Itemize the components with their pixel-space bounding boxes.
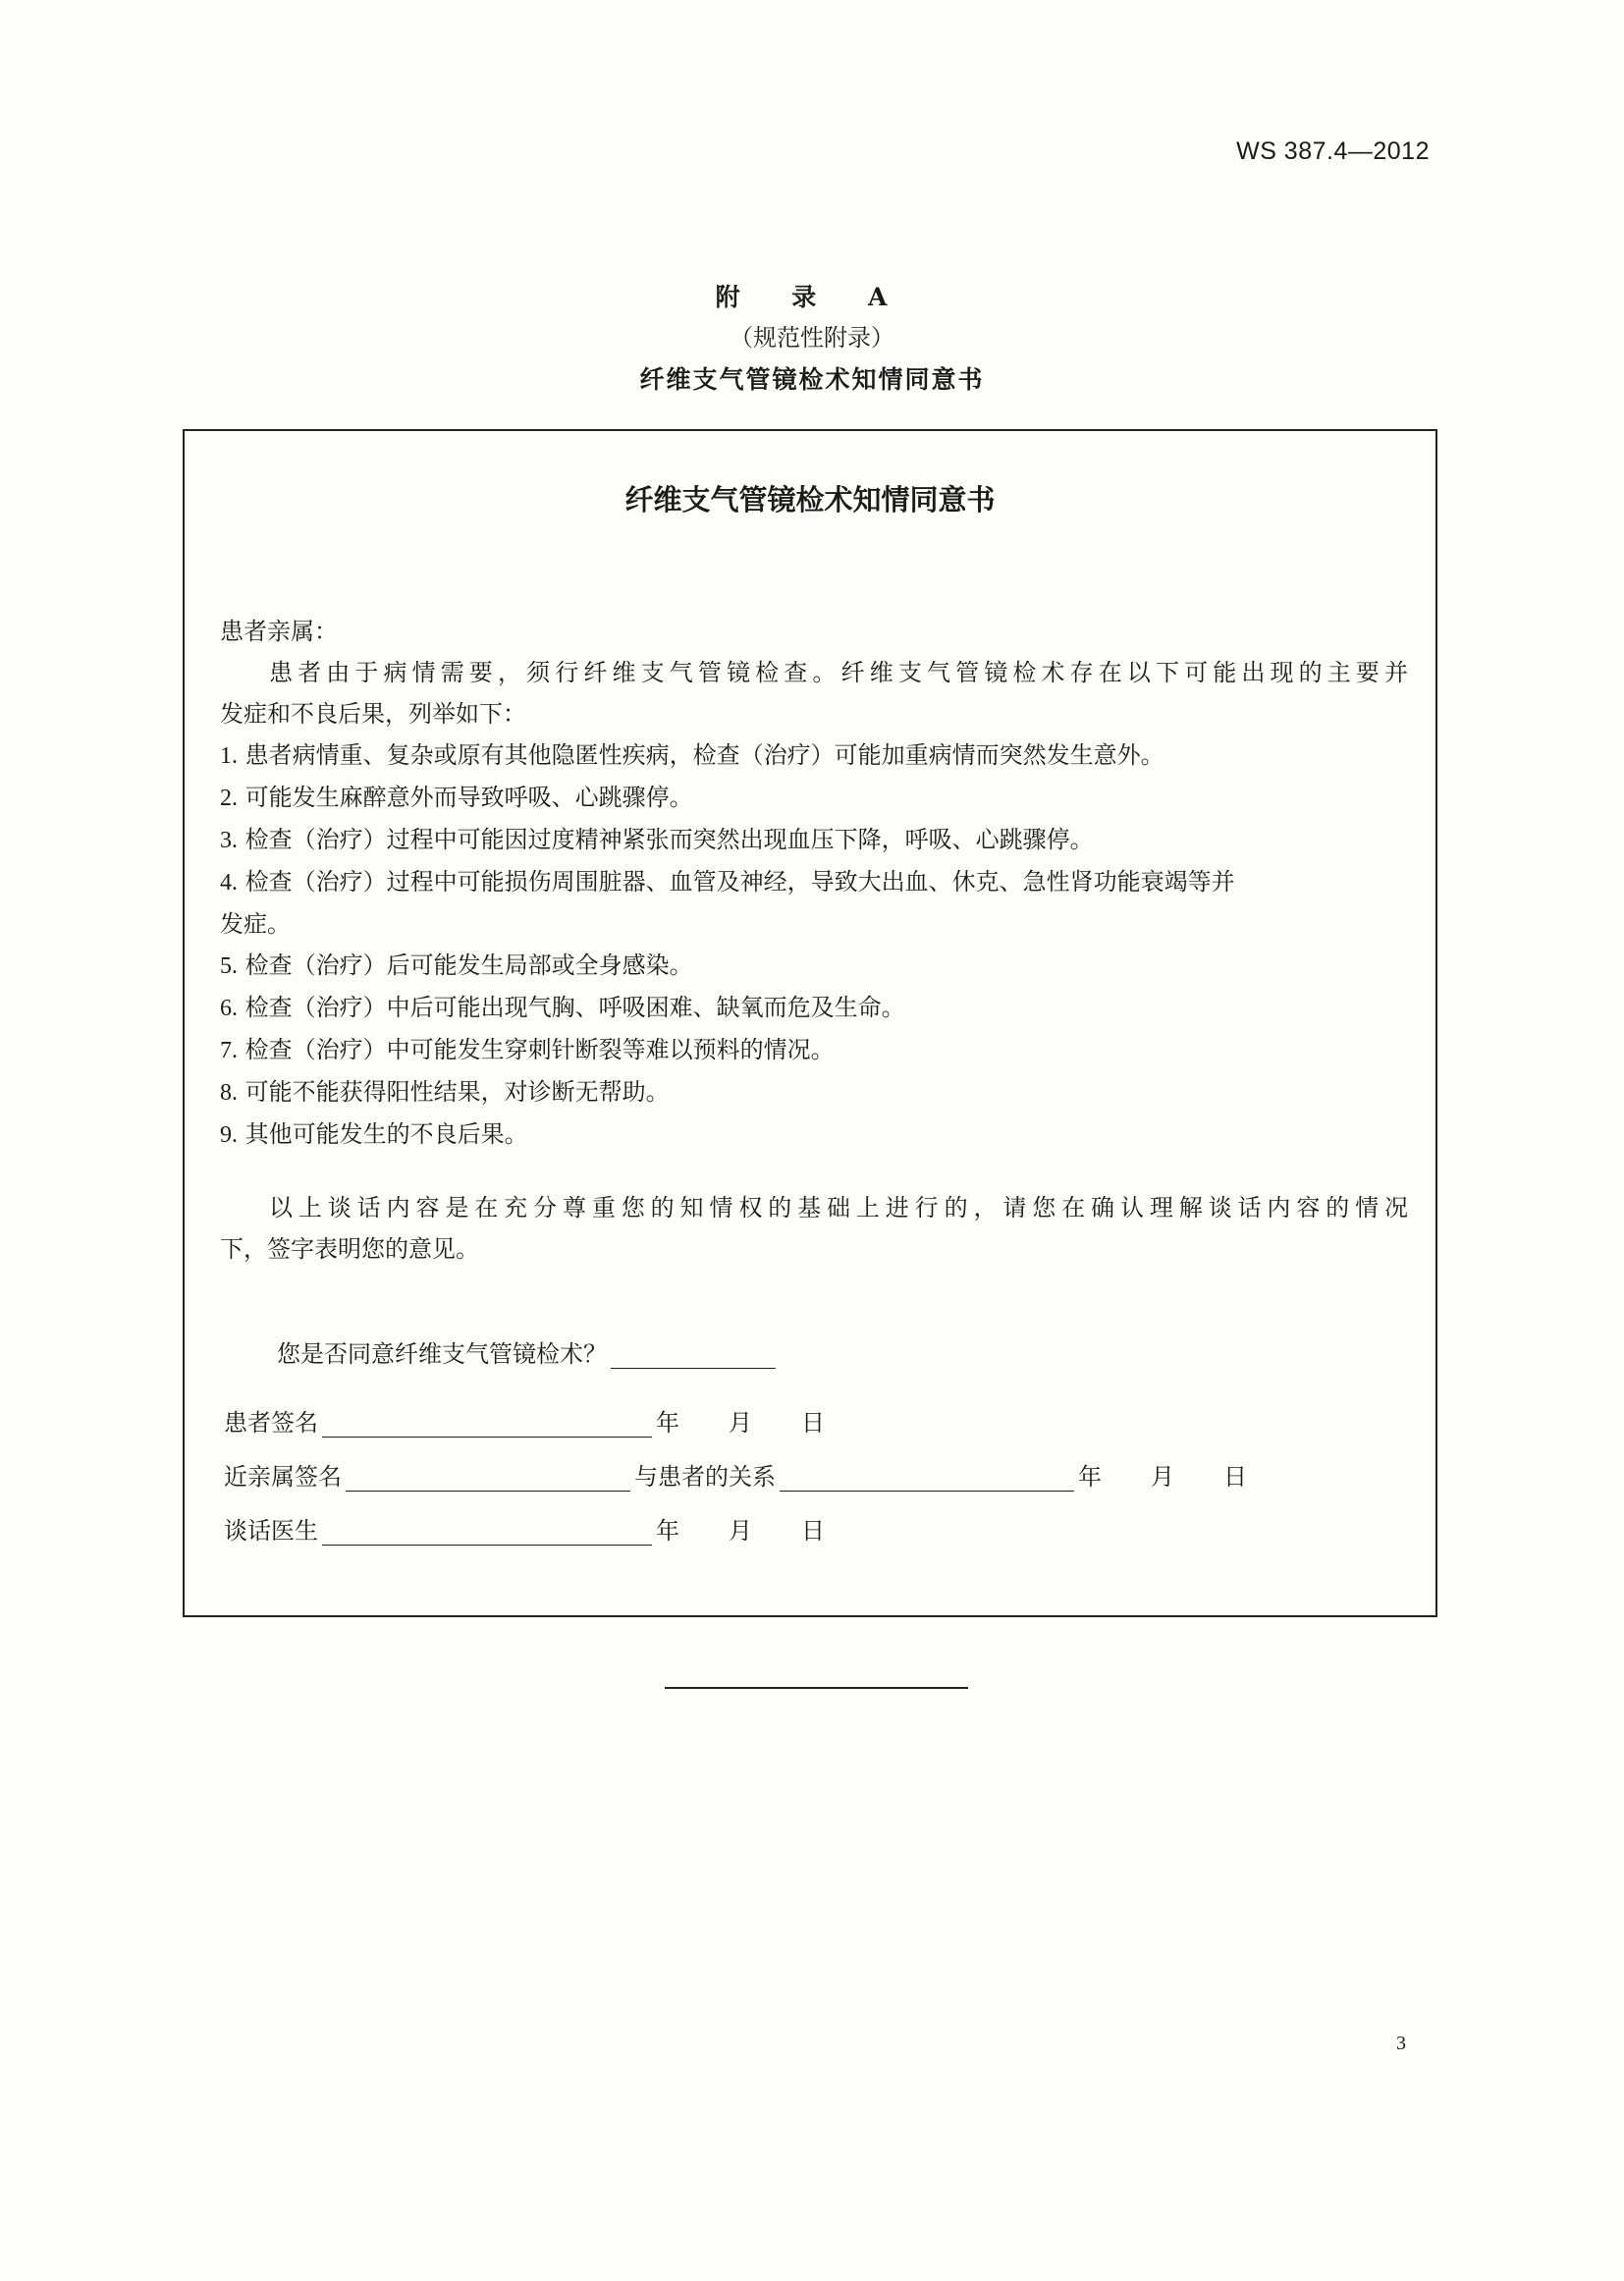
list-item: [220, 1029, 1408, 1071]
appendix-title: 附 录 A: [715, 283, 909, 311]
standard-code: WS 387.4—2012: [1236, 137, 1430, 165]
month-label: 月: [1151, 1463, 1174, 1491]
list-item: [220, 777, 1408, 819]
item-text: 检查（治疗）过程中可能损伤周围脏器、血管及神经，导致大出血、休克、急性肾功能衰竭等并: [244, 868, 1235, 896]
item-text: 可能不能获得阳性结果，对诊断无帮助。: [244, 1078, 670, 1106]
appendix-type: （规范性附录）: [730, 324, 894, 352]
item-number: 9.: [220, 1122, 238, 1148]
month-label: 月: [729, 1517, 752, 1545]
patient-signature-row: [224, 1403, 825, 1438]
day-label: 日: [801, 1517, 825, 1545]
list-item-continuation: 发症。: [220, 910, 291, 938]
item-number: 3.: [220, 828, 238, 853]
item-text: 检查（治疗）中后可能出现气胸、呼吸困难、缺氧而危及生命。: [244, 994, 905, 1021]
item-text: 检查（治疗）后可能发生局部或全身感染。: [244, 951, 693, 979]
item-number: 6.: [220, 996, 238, 1021]
doctor-signature-row: [224, 1511, 825, 1546]
month-label: 月: [729, 1409, 752, 1437]
form-title: 纤维支气管镜检术知情同意书: [624, 483, 996, 516]
relation-label: 与患者的关系: [634, 1463, 776, 1491]
item-number: 5.: [220, 953, 238, 979]
list-item: [220, 734, 1408, 777]
day-label: 日: [1223, 1463, 1247, 1491]
list-item: [220, 945, 1408, 987]
patient-signature-field[interactable]: [322, 1415, 652, 1438]
form-body: [220, 611, 1408, 1156]
item-text: 可能发生麻醉意外而导致呼吸、心跳骤停。: [244, 784, 693, 811]
item-number: 7.: [220, 1038, 238, 1063]
list-item: [220, 1113, 1408, 1156]
item-text: 其他可能发生的不良后果。: [244, 1120, 528, 1148]
year-label: 年: [1078, 1463, 1102, 1491]
salutation: 患者亲属：: [220, 618, 338, 645]
day-label: 日: [801, 1409, 825, 1437]
list-item: [220, 1071, 1408, 1113]
item-number: 4.: [220, 870, 238, 896]
consent-question: 您是否同意纤维支气管镜检术？: [277, 1340, 607, 1368]
page-number: 3: [1396, 2033, 1406, 2054]
relation-field[interactable]: [780, 1469, 1074, 1492]
item-number: 2.: [220, 786, 238, 811]
item-number: 8.: [220, 1080, 238, 1106]
doctor-signature-field[interactable]: [322, 1523, 652, 1546]
relative-signature-field[interactable]: [346, 1469, 630, 1492]
item-text: 患者病情重、复杂或原有其他隐匿性疾病，检查（治疗）可能加重病情而突然发生意外。: [244, 741, 1164, 769]
end-of-standard-rule: [665, 1687, 968, 1689]
consent-form-box: [183, 429, 1437, 1617]
intro-line-1: 患者由于病情需要，须行纤维支气管镜检查。纤维支气管镜检术存在以下可能出现的主要并: [269, 659, 1408, 686]
patient-signature-label: 患者签名: [224, 1409, 318, 1437]
year-label: 年: [656, 1409, 679, 1437]
item-text: 检查（治疗）过程中可能因过度精神紧张而突然出现血压下降，呼吸、心跳骤停。: [244, 826, 1094, 853]
list-item: [220, 987, 1408, 1029]
doctor-signature-label: 谈话医生: [224, 1517, 318, 1545]
relative-signature-row: [224, 1457, 1247, 1492]
list-item: [220, 861, 1408, 903]
intro-line-2: 发症和不良后果，列举如下：: [220, 700, 526, 728]
appendix-name: 纤维支气管镜检术知情同意书: [639, 365, 985, 394]
list-item: [220, 819, 1408, 861]
closing-line-2: 下，签字表明您的意见。: [220, 1235, 479, 1263]
item-text: 检查（治疗）中可能发生穿刺针断裂等难以预料的情况。: [244, 1036, 835, 1063]
consent-question-row: [277, 1334, 780, 1369]
consent-answer-field[interactable]: [611, 1346, 776, 1369]
closing-paragraph: [220, 1187, 1408, 1270]
year-label: 年: [656, 1517, 679, 1545]
relative-signature-label: 近亲属签名: [224, 1463, 342, 1491]
item-number: 1.: [220, 743, 238, 769]
closing-line-1: 以上谈话内容是在充分尊重您的知情权的基础上进行的，请您在确认理解谈话内容的情况: [269, 1194, 1408, 1222]
